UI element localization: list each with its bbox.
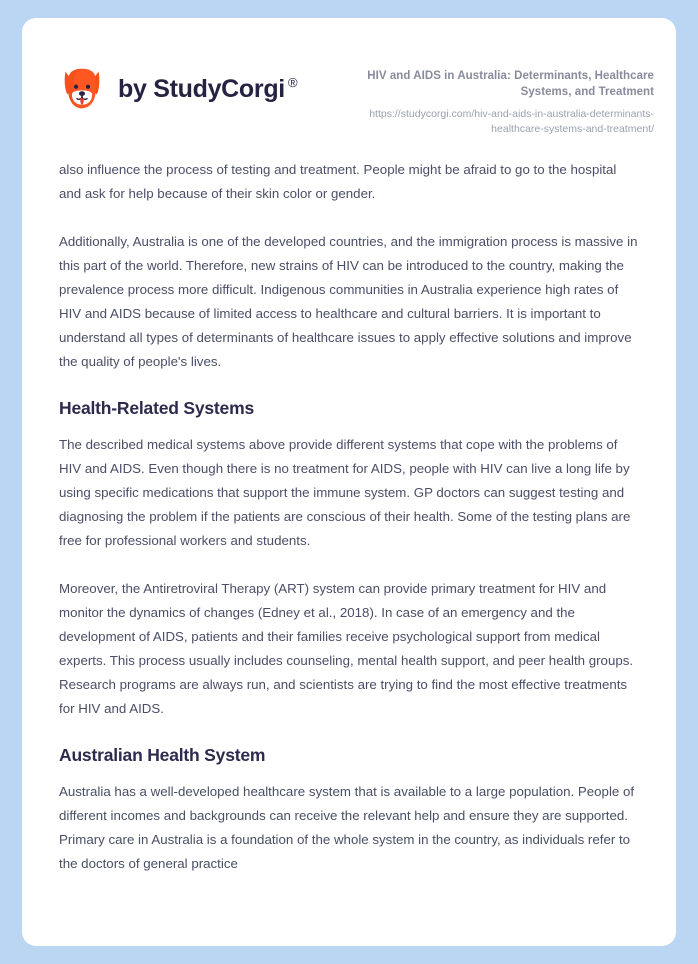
corgi-logo-icon <box>59 66 105 112</box>
body-paragraph: Australia has a well-developed healthcare system that is available to a large population. People of different incomes and backgrounds can receive the relevant help and ensure they are supported. Primary care in Australia is a foundation of the whole system in the country, as individuals refer to the doctors of general practice <box>59 784 635 872</box>
brand-name-text: by StudyCorgi <box>118 74 285 103</box>
document-title: HIV and AIDS in Australia: Determinants, Healthcare Systems, and Treatment <box>367 70 654 99</box>
section-heading: Health-Related Systems <box>59 398 254 419</box>
section-heading: Australian Health System <box>59 745 266 766</box>
document-source-url[interactable]: https://studycorgi.com/hiv-and-aids-in-australia-determinants-healthcare-systems-and-treatment/ <box>369 107 654 135</box>
body-paragraph: Additionally, Australia is one of the developed countries, and the immigration process is massive in this part of the world. Therefore, new strains of HIV can be introduced to the country, making the prevalence process more difficult. Indigenous communities in Australia experience high rates of HIV and AIDS because of limited access to healthcare and cultural barriers. It is important to understand all types of determinants of healthcare issues to apply effective solutions and improve the quality of people's lives. <box>59 234 638 370</box>
brand-logo-block[interactable] <box>59 62 297 112</box>
document-page <box>22 18 676 946</box>
body-paragraph: Moreover, the Antiretroviral Therapy (ART) system can provide primary treatment for HIV and monitor the dynamics of changes (Edney et al., 2018). In case of an emergency and the development of AIDS, patients and their families receive psychological support from medical experts. This process usually includes counseling, mental health support, and peer health groups. Research programs are always run, and scientists are trying to find the most effective treatments for HIV and AIDS. <box>59 581 634 717</box>
document-body <box>22 136 676 876</box>
header-meta-block <box>324 62 654 136</box>
registered-trademark-icon: ® <box>287 75 298 91</box>
document-header <box>22 18 676 136</box>
body-paragraph: The described medical systems above provide different systems that cope with the problems of HIV and AIDS. Even though there is no treatment for AIDS, people with HIV can live a long life by using specific medications that support the immune system. GP doctors can suggest testing and diagnosing the problem if the patients are conscious of their health. Some of the testing plans are free for professional workers and students. <box>59 437 631 549</box>
body-paragraph: also influence the process of testing and treatment. People might be afraid to go to the hospital and ask for help because of their skin color or gender. <box>59 162 617 202</box>
brand-name <box>118 75 297 104</box>
